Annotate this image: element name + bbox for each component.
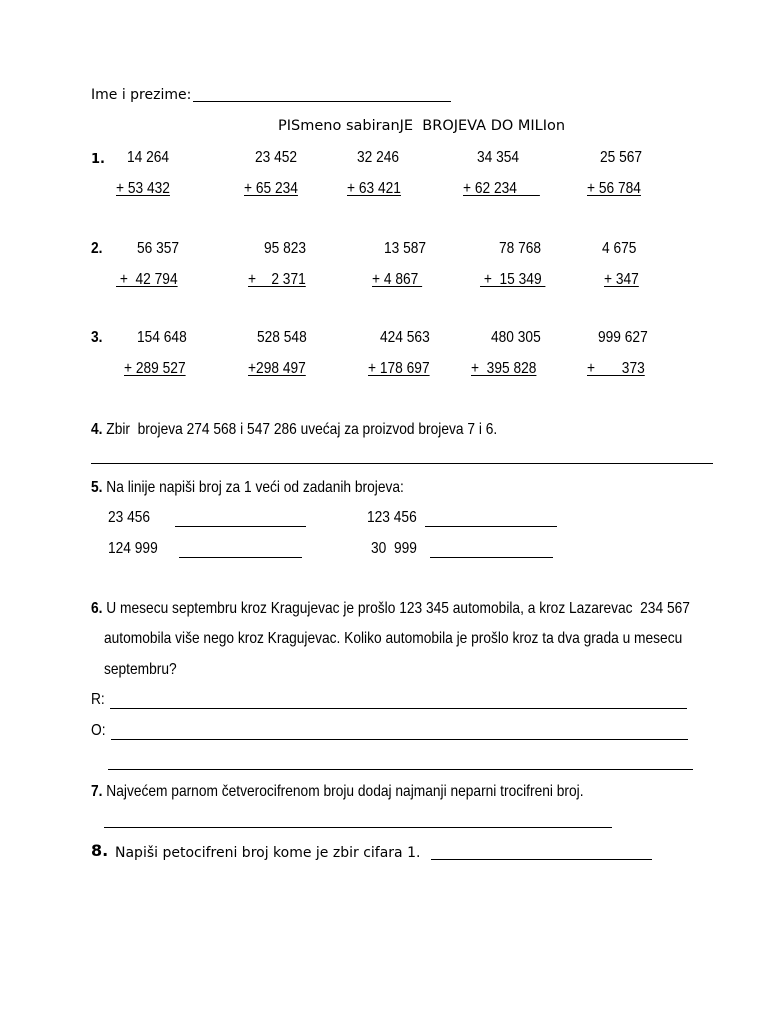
task6-number: 6. bbox=[91, 600, 103, 617]
task1-number: 1. bbox=[91, 152, 105, 167]
task2-bottom-3: + 4 867 bbox=[372, 271, 423, 288]
task1-bottom-1: + 53 432 bbox=[116, 180, 170, 197]
task2-top-5: 4 675 bbox=[602, 240, 637, 257]
task1-top-5: 25 567 bbox=[600, 149, 643, 166]
task6-o-answer-line[interactable] bbox=[111, 739, 688, 740]
task1-bottom-2: + 65 234 bbox=[244, 180, 298, 197]
task7-number: 7. bbox=[91, 783, 103, 800]
task2-bottom-4: + 15 349 bbox=[480, 271, 546, 288]
task4-answer-line[interactable] bbox=[91, 463, 713, 464]
task4-text-block bbox=[91, 420, 497, 440]
task3-top-3: 424 563 bbox=[380, 329, 430, 346]
task6-text-3: septembru? bbox=[104, 661, 177, 678]
task5-item-4: 30 999 bbox=[371, 540, 417, 557]
task5-text-block bbox=[91, 478, 404, 498]
task6-text-1: U mesecu septembru kroz Kragujevac je prošlo 123 345 automobila, a kroz Lazarevac 234 567 bbox=[102, 600, 690, 617]
task1-top-4: 34 354 bbox=[477, 149, 520, 166]
task3-top-5: 999 627 bbox=[598, 329, 648, 346]
worksheet-title: PISmeno sabiranJE BROJEVA DO MILIon bbox=[278, 118, 566, 134]
task8-text: Napiši petocifreni broj kome je zbir cifara 1. bbox=[115, 845, 421, 861]
task3-number: 3. bbox=[91, 329, 103, 346]
task6-o-label: O: bbox=[91, 722, 106, 739]
task1-bottom-4: + 62 234 bbox=[463, 180, 540, 197]
task2-bottom-1: + 42 794 bbox=[116, 271, 178, 288]
task2-bottom-5: + 347 bbox=[604, 271, 639, 288]
task2-top-3: 13 587 bbox=[384, 240, 427, 257]
task5-answer-line-1[interactable] bbox=[175, 526, 306, 527]
task1-top-3: 32 246 bbox=[357, 149, 400, 166]
task2-top-1: 56 357 bbox=[137, 240, 180, 257]
task5-answer-line-2[interactable] bbox=[425, 526, 557, 527]
task5-item-1: 23 456 bbox=[108, 509, 151, 526]
task5-item-2: 123 456 bbox=[367, 509, 417, 526]
task8-number: 8. bbox=[91, 841, 109, 860]
task5-answer-line-3[interactable] bbox=[179, 557, 302, 558]
task1-bottom-3: + 63 421 bbox=[347, 180, 401, 197]
task5-number: 5. bbox=[91, 479, 103, 496]
task4-number: 4. bbox=[91, 421, 103, 438]
name-label: Ime i prezime: bbox=[91, 87, 196, 103]
task3-bottom-4: + 395 828 bbox=[471, 360, 537, 377]
task4-text: Zbir brojeva 274 568 i 547 286 uvećaj za proizvod brojeva 7 i 6. bbox=[102, 421, 498, 438]
task1-top-2: 23 452 bbox=[255, 149, 298, 166]
task8-answer-line[interactable] bbox=[431, 859, 652, 860]
task7-text: Najvećem parnom četverocifrenom broju dodaj najmanji neparni trocifreni broj. bbox=[102, 783, 584, 800]
task6-line-1 bbox=[91, 599, 690, 619]
task6-r-answer-line[interactable] bbox=[110, 708, 687, 709]
task5-item-3: 124 999 bbox=[108, 540, 158, 557]
task3-bottom-5: + 373 bbox=[587, 360, 645, 377]
task6-o-answer-line-2[interactable] bbox=[108, 769, 693, 770]
task2-bottom-2: + 2 371 bbox=[248, 271, 306, 288]
name-answer-line[interactable] bbox=[193, 101, 451, 102]
task3-top-1: 154 648 bbox=[137, 329, 187, 346]
task7-answer-line[interactable] bbox=[104, 827, 612, 828]
task5-answer-line-4[interactable] bbox=[430, 557, 553, 558]
task1-bottom-5: + 56 784 bbox=[587, 180, 641, 197]
task3-top-4: 480 305 bbox=[491, 329, 541, 346]
task7-text-block bbox=[91, 782, 584, 802]
task2-top-4: 78 768 bbox=[499, 240, 542, 257]
task2-number: 2. bbox=[91, 240, 103, 257]
task3-bottom-2: +298 497 bbox=[248, 360, 306, 377]
task3-bottom-1: + 289 527 bbox=[124, 360, 186, 377]
task6-text-2: automobila više nego kroz Kragujevac. Koliko automobila je prošlo kroz ta dva grada u mesecu bbox=[104, 630, 683, 647]
task1-top-1: 14 264 bbox=[127, 149, 170, 166]
task2-top-2: 95 823 bbox=[264, 240, 307, 257]
task3-top-2: 528 548 bbox=[257, 329, 307, 346]
task5-text: Na linije napiši broj za 1 veći od zadanih brojeva: bbox=[102, 479, 404, 496]
task6-r-label: R: bbox=[91, 691, 105, 708]
task3-bottom-3: + 178 697 bbox=[368, 360, 430, 377]
